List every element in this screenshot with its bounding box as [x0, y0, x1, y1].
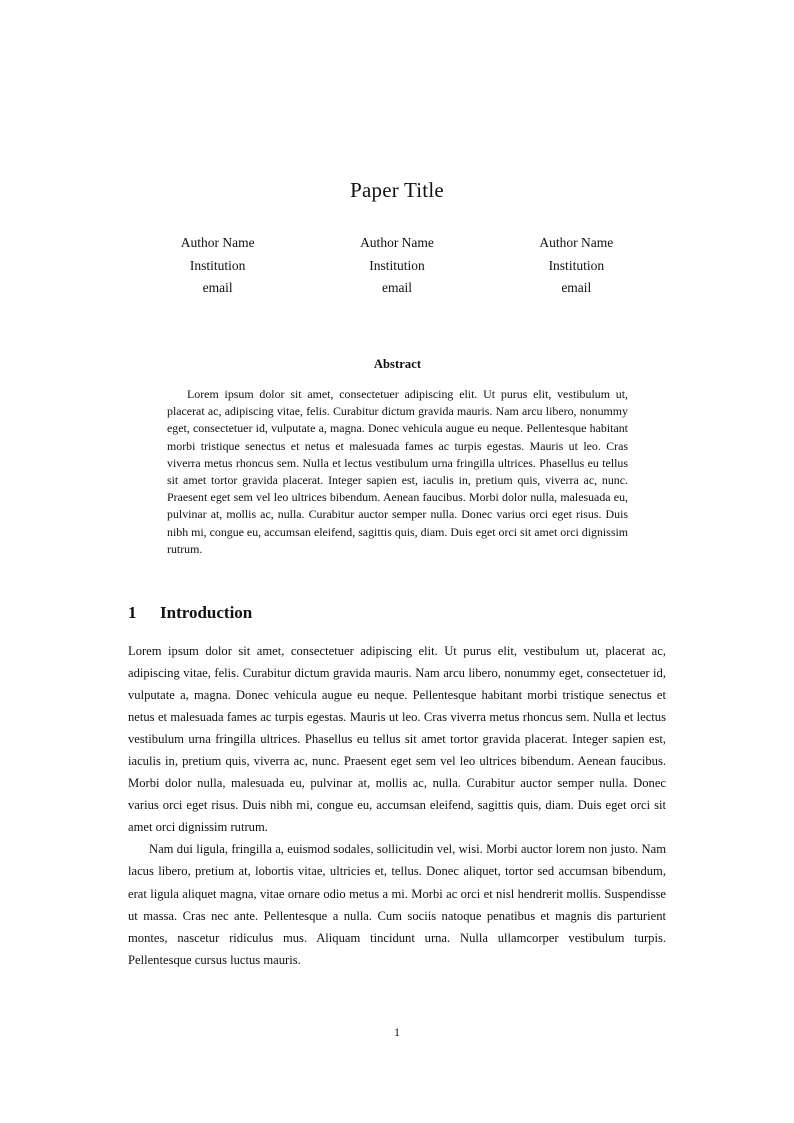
title-block: [0, 178, 794, 203]
body-paragraph: Lorem ipsum dolor sit amet, consectetuer adipiscing elit. Ut purus elit, vestibulum ut, placerat ac, adipiscing vitae, felis. Curabitur dictum gravida mauris. Nam arcu libero, nonummy eget, consectetuer id, vulputate a, magna. Donec vehicula augue eu neque. Pellentesque habitant morbi tristique senectus et netus et malesuada fames ac turpis egestas. Mauris ut leo. Cras viverra metus rhoncus sem. Nulla et lectus vestibulum urna fringilla ultrices. Phasellus eu tellus sit amet tortor gravida placerat. Integer sapien est, iaculis in, pretium quis, viverra ac, nunc. Praesent eget sem vel leo ultrices bibendum. Aenean faucibus. Morbi dolor nulla, malesuada eu, pulvinar at, mollis ac, nulla. Curabitur auctor semper nulla. Donec varius orci eget risus. Duis nibh mi, congue eu, accumsan eleifend, sagittis quis, diam. Duis eget orci sit amet orci dignissim rutrum.: [128, 644, 666, 835]
body-paragraph: Nam dui ligula, fringilla a, euismod sodales, sollicitudin vel, wisi. Morbi auctor lorem non justo. Nam lacus libero, pretium at, lobortis vitae, ultricies et, tellus. Donec aliquet, tortor sed accumsan bibendum, erat ligula aliquet magna, vitae ornare odio metus a mi. Morbi ac orci et nisl hendrerit mollis. Suspendisse ut massa. Cras nec ante. Pellentesque a nulla. Cum sociis natoque penatibus et magnis dis parturient montes, nascetur ridiculus mus. Aliquam tincidunt urna. Nulla ullamcorper vestibulum turpis. Pellentesque cursus luctus mauris.: [128, 842, 666, 967]
abstract-section: [167, 357, 628, 558]
abstract-text: Lorem ipsum dolor sit amet, consectetuer adipiscing elit. Ut purus elit, vestibulum ut, placerat ac, adipiscing vitae, felis. Curabitur dictum gravida mauris. Nam arcu libero, nonummy eget, consectetuer id, vulputate a, magna. Donec vehicula augue eu neque. Pellentesque habitant morbi tristique senectus et netus et malesuada fames ac turpis egestas. Mauris ut leo. Cras viverra metus rhoncus sem. Nulla et lectus vestibulum urna fringilla ultrices. Phasellus eu tellus sit amet tortor gravida placerat. Integer sapien est, iaculis in, pretium quis, viverra ac, nunc. Praesent eget sem vel leo ultrices bibendum. Aenean faucibus. Morbi dolor nulla, malesuada eu, pulvinar at, mollis ac, nulla. Curabitur auctor semper nulla. Donec varius orci eget risus. Duis nibh mi, congue eu, accumsan eleifend, sagittis quis, diam. Duis eget orci sit amet orci dignissim rutrum.: [167, 387, 628, 556]
author-email: email: [561, 280, 592, 295]
page-title: Paper Title: [350, 178, 444, 202]
section-body: [128, 640, 666, 971]
page-number-footer: 1: [394, 1025, 400, 1039]
author-name: Author Name: [539, 235, 614, 250]
author-institution: Institution: [369, 257, 425, 273]
author-name: Author Name: [180, 235, 255, 250]
author-email: email: [202, 280, 233, 295]
section-title: Introduction: [160, 603, 253, 622]
author-entry: [307, 232, 486, 300]
author-list: [128, 232, 666, 300]
author-entry: [487, 232, 666, 300]
section-heading-introduction: [128, 602, 666, 623]
author-entry: [128, 232, 307, 300]
author-name: Author Name: [360, 235, 434, 250]
author-email: email: [381, 280, 412, 295]
section-number: 1: [128, 603, 137, 622]
author-institution: Institution: [548, 257, 605, 273]
author-institution: Institution: [189, 257, 246, 273]
abstract-heading: Abstract: [373, 357, 422, 371]
